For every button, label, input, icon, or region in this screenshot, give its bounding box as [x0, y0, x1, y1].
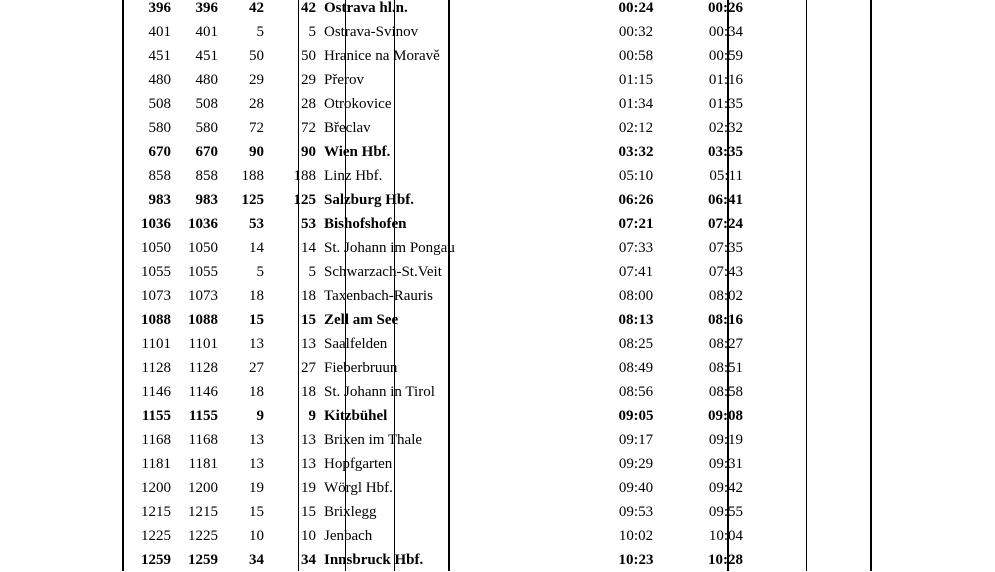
km-cumulative: 1215	[141, 504, 171, 520]
arrival-time: 07:41	[618, 264, 654, 280]
departure-time: 09:08	[708, 408, 743, 424]
table-row	[124, 164, 747, 188]
km-cumulative-2: 1128	[188, 360, 218, 376]
arrival-time: 10:23	[618, 552, 654, 568]
km-cumulative-2: 1168	[188, 432, 218, 448]
arrival-time: 09:40	[618, 480, 654, 496]
station-name: Hopfgarten	[324, 456, 393, 472]
km-cumulative-2: 396	[195, 0, 218, 16]
section-distance-2: 72	[301, 120, 316, 136]
station-name: Kitzbühel	[324, 408, 388, 424]
km-cumulative: 1101	[141, 336, 171, 352]
departure-time: 09:55	[708, 504, 743, 520]
departure-time: 02:32	[708, 120, 743, 136]
section-distance: 34	[249, 552, 264, 568]
km-cumulative-2: 1181	[188, 456, 218, 472]
km-cumulative-2: 508	[195, 96, 218, 112]
section-distance-2: 13	[301, 456, 316, 472]
section-distance-2: 29	[301, 72, 316, 88]
km-cumulative: 1181	[141, 456, 171, 472]
km-cumulative: 580	[148, 120, 171, 136]
section-distance-2: 10	[301, 528, 316, 544]
station-name: Schwarzach-St.Veit	[324, 264, 442, 280]
km-cumulative: 1168	[141, 432, 171, 448]
section-distance: 19	[249, 480, 264, 496]
km-cumulative: 396	[148, 0, 171, 16]
section-distance-2: 125	[293, 192, 316, 208]
table-row	[124, 308, 747, 332]
km-cumulative: 1200	[141, 480, 171, 496]
section-distance: 72	[249, 120, 264, 136]
km-cumulative-2: 1055	[188, 264, 218, 280]
arrival-time: 00:32	[618, 24, 654, 40]
section-distance-2: 188	[293, 168, 316, 184]
departure-time: 01:16	[708, 72, 743, 88]
departure-time: 08:02	[708, 288, 743, 304]
station-name: Otrokovice	[324, 96, 392, 112]
arrival-time: 07:21	[618, 216, 654, 232]
km-cumulative: 983	[148, 192, 171, 208]
departure-time: 06:41	[708, 192, 743, 208]
station-name: Hranice na Moravě	[324, 48, 440, 64]
station-name: Břeclav	[324, 120, 371, 136]
section-distance-2: 27	[301, 360, 316, 376]
km-cumulative: 1146	[141, 384, 171, 400]
arrival-time: 10:02	[618, 528, 654, 544]
section-distance: 10	[249, 528, 264, 544]
departure-time: 00:59	[708, 48, 743, 64]
km-cumulative: 1050	[141, 240, 171, 256]
departure-time: 01:35	[708, 96, 743, 112]
km-cumulative-2: 1225	[188, 528, 218, 544]
table-row	[124, 524, 747, 548]
station-name: Jenbach	[324, 528, 373, 544]
column-divider	[806, 0, 807, 571]
table-row	[124, 68, 747, 92]
departure-time: 09:19	[708, 432, 743, 448]
km-cumulative: 1259	[141, 552, 171, 568]
table-row	[124, 404, 747, 428]
table-row	[124, 0, 747, 20]
section-distance: 18	[249, 384, 264, 400]
arrival-time: 08:00	[618, 288, 654, 304]
section-distance: 13	[249, 432, 264, 448]
section-distance-2: 90	[301, 144, 316, 160]
arrival-time: 00:24	[618, 0, 654, 16]
km-cumulative-2: 1073	[188, 288, 218, 304]
section-distance-2: 53	[301, 216, 316, 232]
table-row	[124, 548, 747, 572]
km-cumulative: 1055	[141, 264, 171, 280]
departure-time: 08:51	[708, 360, 743, 376]
departure-time: 07:35	[708, 240, 743, 256]
arrival-time: 00:58	[618, 48, 654, 64]
km-cumulative: 401	[148, 24, 171, 40]
km-cumulative: 1225	[141, 528, 171, 544]
station-name: Přerov	[324, 72, 364, 88]
station-name: Wien Hbf.	[324, 144, 391, 160]
table-row	[124, 92, 747, 116]
km-cumulative-2: 1215	[188, 504, 218, 520]
section-distance: 15	[249, 504, 264, 520]
table-row	[124, 260, 747, 284]
km-cumulative-2: 451	[195, 48, 218, 64]
km-cumulative: 1088	[141, 312, 171, 328]
section-distance: 14	[249, 240, 264, 256]
section-distance-2: 15	[301, 504, 316, 520]
section-distance-2: 13	[301, 432, 316, 448]
km-cumulative-2: 983	[195, 192, 218, 208]
table-row	[124, 500, 747, 524]
station-name: Zell am See	[324, 312, 399, 328]
departure-time: 05:11	[709, 168, 743, 184]
station-name: Linz Hbf.	[324, 168, 383, 184]
table-row	[124, 116, 747, 140]
km-cumulative: 480	[148, 72, 171, 88]
station-name: Innsbruck Hbf.	[324, 552, 424, 568]
km-cumulative-2: 480	[195, 72, 218, 88]
section-distance: 42	[249, 0, 264, 16]
section-distance: 125	[241, 192, 264, 208]
km-cumulative-2: 1259	[188, 552, 218, 568]
table-row	[124, 140, 747, 164]
departure-time: 00:26	[708, 0, 743, 16]
table-row	[124, 428, 747, 452]
station-name: Brixlegg	[324, 504, 377, 520]
section-distance: 13	[249, 456, 264, 472]
section-distance-2: 15	[301, 312, 316, 328]
section-distance-2: 18	[301, 384, 316, 400]
section-distance: 5	[256, 24, 264, 40]
arrival-time: 07:33	[618, 240, 654, 256]
station-name: Taxenbach-Rauris	[324, 288, 433, 304]
table-row	[124, 380, 747, 404]
section-distance-2: 9	[308, 408, 316, 424]
km-cumulative-2: 1101	[188, 336, 218, 352]
departure-time: 10:28	[708, 552, 743, 568]
station-name: St. Johann im Pongau	[324, 240, 455, 256]
departure-time: 08:27	[708, 336, 743, 352]
arrival-time: 09:29	[618, 456, 654, 472]
km-cumulative: 451	[148, 48, 171, 64]
arrival-time: 08:13	[618, 312, 654, 328]
km-cumulative: 1155	[141, 408, 171, 424]
arrival-time: 08:25	[618, 336, 654, 352]
table-row	[124, 284, 747, 308]
arrival-time: 01:15	[618, 72, 654, 88]
section-distance: 27	[249, 360, 264, 376]
km-cumulative-2: 580	[195, 120, 218, 136]
section-distance: 50	[249, 48, 264, 64]
station-name: Saalfelden	[324, 336, 388, 352]
table-row	[124, 44, 747, 68]
table-row	[124, 188, 747, 212]
km-cumulative-2: 1146	[188, 384, 218, 400]
table-row	[124, 332, 747, 356]
departure-time: 07:43	[708, 264, 743, 280]
km-cumulative-2: 1155	[188, 408, 218, 424]
section-distance-2: 34	[301, 552, 316, 568]
section-distance: 28	[249, 96, 264, 112]
departure-time: 09:31	[708, 456, 743, 472]
station-name: Salzburg Hbf.	[324, 192, 415, 208]
section-distance: 188	[241, 168, 264, 184]
section-distance: 9	[256, 408, 264, 424]
section-distance-2: 13	[301, 336, 316, 352]
km-cumulative: 858	[148, 168, 171, 184]
km-cumulative-2: 670	[195, 144, 218, 160]
section-distance-2: 42	[301, 0, 316, 16]
station-name: Ostrava hl.n.	[324, 0, 408, 16]
station-name: Ostrava-Svinov	[324, 24, 419, 40]
km-cumulative-2: 1050	[188, 240, 218, 256]
table-row	[124, 476, 747, 500]
section-distance-2: 5	[308, 264, 316, 280]
timetable	[124, 0, 747, 572]
departure-time: 00:34	[708, 24, 743, 40]
arrival-time: 05:10	[618, 168, 654, 184]
departure-time: 03:35	[708, 144, 743, 160]
km-cumulative-2: 858	[195, 168, 218, 184]
section-distance: 29	[249, 72, 264, 88]
arrival-time: 09:17	[618, 432, 654, 448]
table-row	[124, 20, 747, 44]
table-row	[124, 212, 747, 236]
km-cumulative: 670	[148, 144, 171, 160]
section-distance-2: 5	[308, 24, 316, 40]
km-cumulative: 1128	[141, 360, 171, 376]
section-distance: 15	[249, 312, 264, 328]
section-distance: 13	[249, 336, 264, 352]
arrival-time: 09:53	[618, 504, 654, 520]
departure-time: 08:16	[708, 312, 743, 328]
station-name: Bishofshofen	[324, 216, 407, 232]
km-cumulative: 1036	[141, 216, 171, 232]
table-row	[124, 452, 747, 476]
station-name: Wörgl Hbf.	[324, 480, 393, 496]
section-distance-2: 14	[301, 240, 316, 256]
km-cumulative-2: 1088	[188, 312, 218, 328]
departure-time: 10:04	[708, 528, 743, 544]
station-name: Brixen im Thale	[324, 432, 423, 448]
departure-time: 08:58	[708, 384, 743, 400]
timetable-body	[124, 0, 747, 572]
arrival-time: 03:32	[618, 144, 654, 160]
table-row	[124, 236, 747, 260]
arrival-time: 02:12	[618, 120, 654, 136]
arrival-time: 09:05	[618, 408, 654, 424]
km-cumulative: 1073	[141, 288, 171, 304]
arrival-time: 06:26	[618, 192, 654, 208]
section-distance-2: 28	[301, 96, 316, 112]
arrival-time: 08:56	[618, 384, 654, 400]
table-row	[124, 356, 747, 380]
section-distance-2: 19	[301, 480, 316, 496]
arrival-time: 01:34	[618, 96, 654, 112]
station-name: Fieberbruun	[324, 360, 398, 376]
arrival-time: 08:49	[618, 360, 654, 376]
section-distance: 18	[249, 288, 264, 304]
km-cumulative-2: 401	[195, 24, 218, 40]
section-distance: 5	[256, 264, 264, 280]
departure-time: 09:42	[708, 480, 743, 496]
km-cumulative-2: 1200	[188, 480, 218, 496]
section-distance-2: 18	[301, 288, 316, 304]
section-distance: 90	[249, 144, 264, 160]
station-name: St. Johann in Tirol	[324, 384, 435, 400]
section-distance-2: 50	[301, 48, 316, 64]
section-distance: 53	[249, 216, 264, 232]
km-cumulative: 508	[148, 96, 171, 112]
km-cumulative-2: 1036	[188, 216, 218, 232]
departure-time: 07:24	[708, 216, 743, 232]
